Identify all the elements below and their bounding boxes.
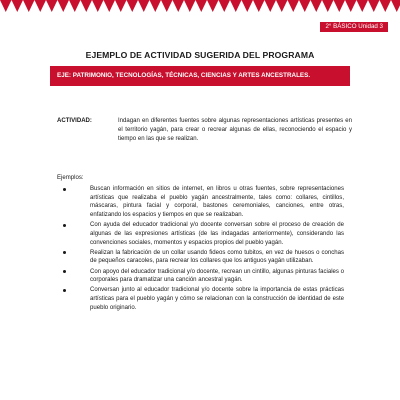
pattern-triangle <box>368 0 380 12</box>
pattern-triangle <box>69 0 81 12</box>
list-item <box>90 221 344 247</box>
pattern-triangle <box>35 0 47 12</box>
pattern-triangle <box>357 0 369 12</box>
pattern-triangle <box>138 0 150 12</box>
example-text: Con apoyo del educador tradicional y/o docente, recrean un cintillo, algunas pinturas faciales o corporales para dramatizar una canción ancestral yagán. <box>90 268 344 284</box>
pattern-triangle <box>12 0 24 12</box>
pattern-triangle <box>322 0 334 12</box>
activity-text: Indagan en diferentes fuentes sobre algunas representaciones artísticas presentes en el territorio yagán, para crear o recrear algunas de ellas, reconociendo el espacio y tiempo en las que se realizan. <box>118 118 352 143</box>
pattern-triangle <box>391 0 400 12</box>
activity-section <box>57 117 352 145</box>
pattern-triangle <box>219 0 231 12</box>
bullet-icon <box>63 224 66 227</box>
bullet-icon <box>63 270 66 273</box>
pattern-triangle <box>127 0 139 12</box>
pattern-triangle <box>380 0 392 12</box>
pattern-triangle <box>311 0 323 12</box>
pattern-triangle <box>81 0 93 12</box>
example-text: Conversan junto al educador tradicional y/o docente sobre la importancia de estas prácticas artísticas para el pueblo yagán y cómo se relacionan con la construcción de identidad de este pueblo originario. <box>90 287 344 311</box>
pattern-triangle <box>345 0 357 12</box>
pattern-triangle <box>230 0 242 12</box>
activity-label: ACTIVIDAD: <box>57 118 92 124</box>
bullet-icon <box>63 188 66 191</box>
pattern-triangle <box>104 0 116 12</box>
pattern-triangle <box>276 0 288 12</box>
document-title: EJEMPLO DE ACTIVIDAD SUGERIDA DEL PROGRAMA <box>85 50 315 60</box>
pattern-triangle <box>173 0 185 12</box>
axis-banner: EJE: PATRIMONIO, TECNOLOGÍAS, TÉCNICAS, CIENCIAS Y ARTES ANCESTRALES. <box>50 66 350 86</box>
pattern-triangle <box>265 0 277 12</box>
pattern-triangle <box>161 0 173 12</box>
pattern-triangle <box>58 0 70 12</box>
list-item <box>90 286 344 312</box>
pattern-triangle <box>150 0 162 12</box>
pattern-triangle <box>242 0 254 12</box>
list-item <box>90 249 344 266</box>
list-item <box>90 185 344 220</box>
pattern-triangle <box>0 0 12 12</box>
pattern-triangle <box>334 0 346 12</box>
example-text: Con ayuda del educador tradicional y/o docente conversan sobre el proceso de creación de algunas de las expresiones artísticas (de las indagadas anteriormente), considerando las convenciones sociales, momentos y espacios propios del pueblo yagán. <box>90 222 344 246</box>
examples-label: Ejemplos: <box>57 175 84 181</box>
pattern-triangle <box>253 0 265 12</box>
pattern-triangle <box>207 0 219 12</box>
pattern-triangle <box>299 0 311 12</box>
list-item <box>90 268 344 285</box>
pattern-triangle <box>115 0 127 12</box>
example-text: Realizan la fabricación de un collar usando fideos como tubitos, en vez de huesos o conchas de pequeños caracoles, para recrear los collares que los antiguos yagán utilizaban. <box>90 249 344 265</box>
pattern-triangle <box>288 0 300 12</box>
pattern-triangle <box>196 0 208 12</box>
grade-unit-badge: 2° BÁSICO Unidad 3 <box>320 22 388 32</box>
pattern-triangle <box>92 0 104 12</box>
pattern-triangle <box>46 0 58 12</box>
pattern-triangle <box>23 0 35 12</box>
bullet-icon <box>63 251 66 254</box>
examples-list <box>90 185 344 314</box>
bullet-icon <box>63 289 66 292</box>
example-text: Buscan información en sitios de internet, en libros u otras fuentes, sobre representaciones artísticas que realizaba el pueblo yagán ancestralmente, tales como: collares, cintillos, máscaras, pintura facial y corporal, bastones ceremoniales, canciones, entre otras, enfatizando los espacios y tiempos en que se realizaban. <box>90 186 344 219</box>
pattern-triangle <box>184 0 196 12</box>
top-decorative-pattern <box>0 0 400 24</box>
